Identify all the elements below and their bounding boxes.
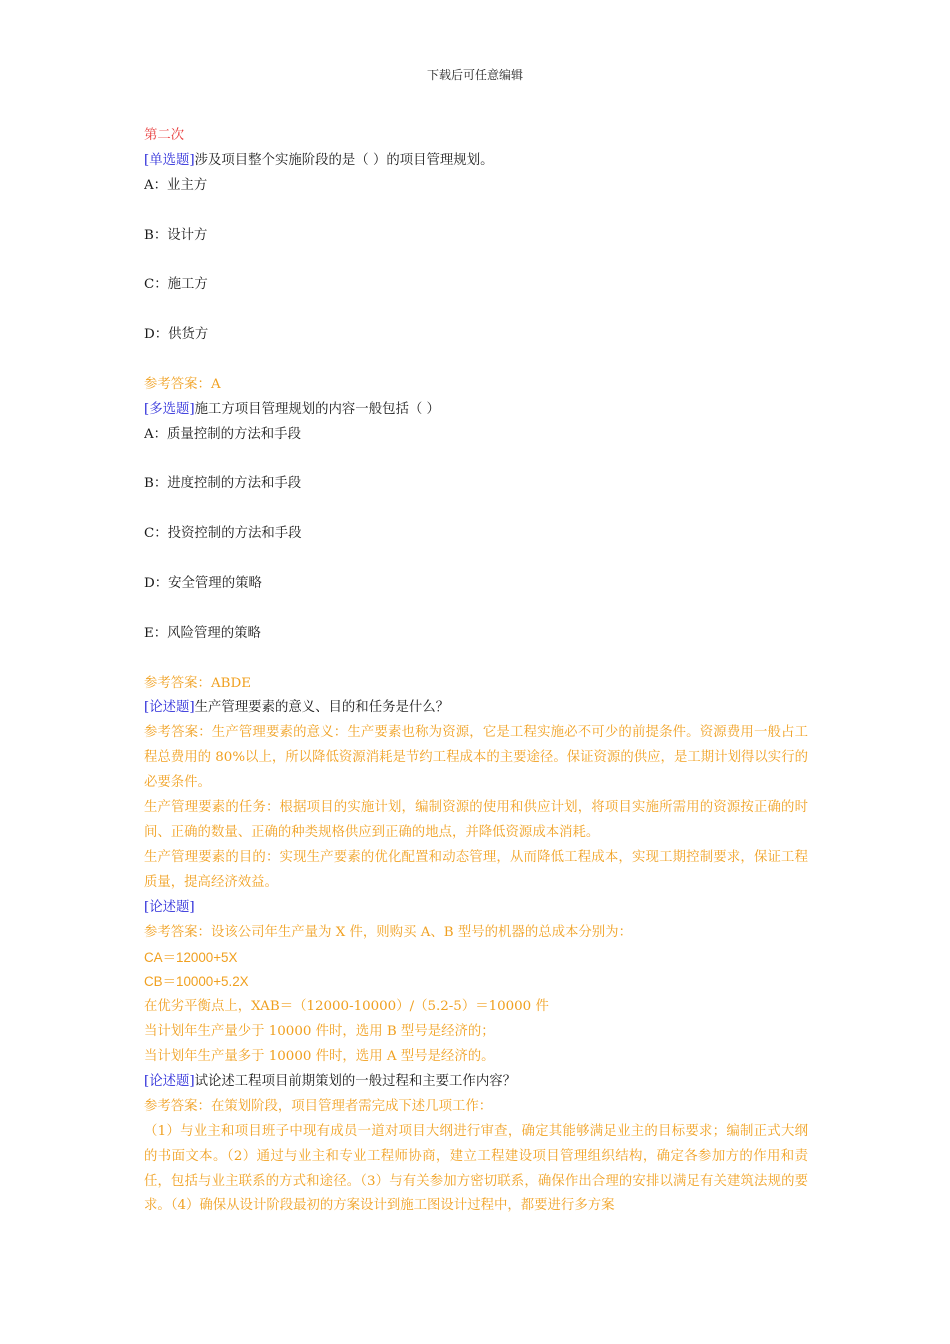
question-tag: [多选题]	[144, 401, 195, 417]
answer-line: 当计划年生产量多于 10000 件时，选用 A 型号是经济的。	[144, 1049, 495, 1065]
option-b: B：进度控制的方法和手段	[144, 476, 302, 492]
answer-formula: CA＝12000+5X	[144, 949, 238, 965]
question-tag: [单选题]	[144, 152, 195, 168]
question-text: 生产管理要素的意义、目的和任务是什么？	[194, 700, 450, 716]
question-essay	[144, 1070, 808, 1095]
question-essay	[144, 696, 808, 721]
answer-intro: 参考答案：在策划阶段，项目管理者需完成下述几项工作：	[144, 1098, 493, 1114]
answer-paragraph: 参考答案：生产管理要素的意义：生产要素也称为资源，它是工程实施必不可少的前提条件。资源费用一般占工程总费用的 80%以上，所以降低资源消耗是节约工程成本的主要途径。保证资源的供应，是工期计划得以实行的必要条件。	[144, 725, 808, 791]
answer-line: 在优劣平衡点上，XAB＝（12000-10000）/（5.2-5）＝10000 件	[144, 999, 549, 1015]
option-a: A：质量控制的方法和手段	[144, 426, 301, 442]
question-multiple-choice	[144, 398, 808, 423]
question-text: 试论述工程项目前期策划的一般过程和主要工作内容？	[194, 1073, 516, 1089]
question-tag: [论述题]	[144, 1073, 195, 1089]
question-text: 施工方项目管理规划的内容一般包括（ ）	[194, 401, 440, 417]
option-e: E：风险管理的策略	[144, 625, 261, 641]
option-a: A：业主方	[144, 177, 208, 193]
section-title: 第二次	[144, 128, 185, 143]
option-d: D：安全管理的策略	[144, 576, 262, 592]
answer-line: 当计划年生产量少于 10000 件时，选用 B 型号是经济的；	[144, 1024, 495, 1040]
answer-paragraph: （1）与业主和项目班子中现有成员一道对项目大纲进行审查，确定其能够满足业主的目标要求；编制正式大纲的书面文本。（2）通过与业主和专业工程师协商，建立工程建设项目管理组织结构，确定各参加方的作用和责任，包括与业主联系的方式和途径。（3）与有关参加方密切联系，确保作出合理的安排以满足有关建筑法规的要求。（4）确保从设计阶段最初的方案设计到施工图设计过程中，都要进行多方案	[144, 1123, 808, 1214]
question-text: 涉及项目整个实施阶段的是（ ）的项目管理规划。	[194, 152, 494, 168]
question-tag: [论述题]	[144, 899, 195, 915]
option-d: D：供货方	[144, 327, 209, 343]
answer-formula: CB＝10000+5.2X	[144, 974, 249, 990]
reference-answer: 参考答案：ABDE	[144, 675, 251, 691]
answer-paragraph: 生产管理要素的目的：实现生产要素的优化配置和动态管理，从而降低工程成本，实现工期控制要求，保证工程质量，提高经济效益。	[144, 849, 808, 890]
option-c: C：施工方	[144, 277, 208, 293]
answer-line: 参考答案：设该公司年生产量为 X 件，则购买 A、B 型号的机器的总成本分别为：	[144, 924, 632, 940]
question-tag: [论述题]	[144, 700, 195, 716]
answer-paragraph: 生产管理要素的任务：根据项目的实施计划，编制资源的使用和供应计划，将项目实施所需用的资源按正确的时间、正确的数量、正确的种类规格供应到正确的地点，并降低资源成本消耗。	[144, 800, 808, 840]
option-b: B：设计方	[144, 227, 208, 243]
reference-answer: 参考答案：A	[144, 376, 221, 392]
question-single-choice	[144, 149, 808, 174]
document-body	[144, 124, 808, 1219]
option-c: C：投资控制的方法和手段	[144, 526, 302, 542]
page-header: 下载后可任意编辑	[426, 68, 523, 82]
